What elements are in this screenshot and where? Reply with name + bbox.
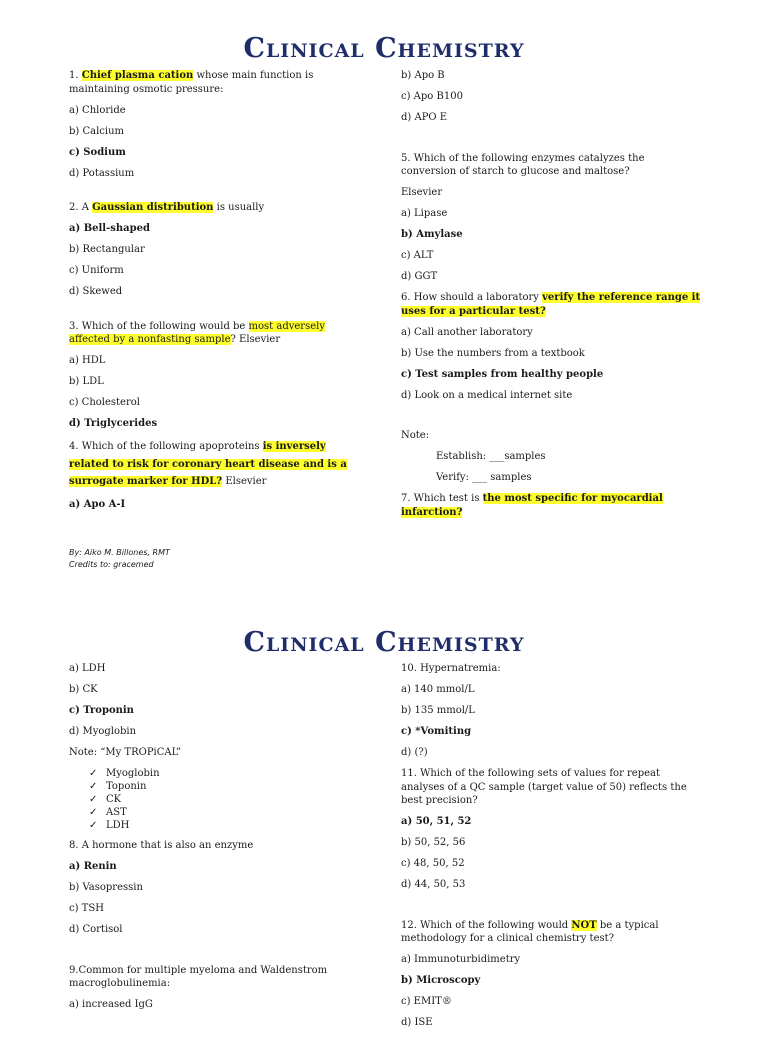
option: a) HDL xyxy=(69,355,106,366)
option: c) Cholesterol xyxy=(69,397,140,408)
question-4: 4. Which of the following apoproteins is inversely related to risk for coronary heart disease and is a surrogate marker for HDL? Elsevier xyxy=(69,441,347,487)
question-5: 5. Which of the following enzymes catalyzes the conversion of starch to glucose and maltose? xyxy=(401,152,645,177)
right-column xyxy=(401,662,701,1037)
option: c) EMIT® xyxy=(401,996,452,1007)
note-line: Verify: ___ samples xyxy=(436,472,532,483)
highlight: verify the reference range it uses for a particular test? xyxy=(401,292,701,317)
correct-option: b) Microscopy xyxy=(401,975,481,986)
left-column xyxy=(69,69,369,571)
question-7: 7. Which test is the most specific for myocardial infarction? xyxy=(401,493,663,518)
option: a) increased IgG xyxy=(69,999,153,1010)
highlight: Chief plasma cation xyxy=(81,70,194,81)
check-icon: ✓ xyxy=(89,820,98,831)
correct-option: a) Renin xyxy=(69,861,117,872)
correct-option: a) Apo A-I xyxy=(69,499,126,510)
checklist-item: ✓ CK xyxy=(89,794,122,805)
question-8: 8. A hormone that is also an enzyme xyxy=(69,840,254,851)
option: b) LDL xyxy=(69,376,104,387)
option: b) Vasopressin xyxy=(69,882,143,893)
note-line: Establish: ___samples xyxy=(436,451,546,462)
correct-option: b) Amylase xyxy=(401,229,463,240)
check-icon: ✓ xyxy=(89,807,98,818)
highlight: NOT xyxy=(571,919,597,931)
option: d) Look on a medical internet site xyxy=(401,389,573,401)
highlight: the most specific for myocardial infarction? xyxy=(401,493,663,518)
page-title: Clinical Chemistry xyxy=(243,627,525,658)
option: c) Apo B100 xyxy=(401,91,463,102)
highlight: is inversely related to risk for coronary heart disease and is a surrogate marker for HDL? xyxy=(69,441,347,487)
checklist-item: ✓ LDH xyxy=(89,820,130,831)
correct-option: c) Sodium xyxy=(69,146,126,158)
option: c) TSH xyxy=(69,903,104,914)
correct-option: c) *Vomiting xyxy=(401,726,472,737)
page-title: Clinical Chemistry xyxy=(243,33,525,64)
option: b) Apo B xyxy=(401,70,445,81)
option: d) Potassium xyxy=(69,167,135,179)
correct-option: d) Triglycerides xyxy=(69,418,158,429)
option: d) APO E xyxy=(401,112,448,123)
question-11: 11. Which of the following sets of values for repeat analyses of a QC sample (target value of 50) reflects the best precision? xyxy=(401,768,687,806)
checklist-item: ✓ AST xyxy=(89,807,127,818)
checklist xyxy=(69,767,369,832)
option: d) Skewed xyxy=(69,286,123,297)
option: a) Lipase xyxy=(401,208,448,219)
option: a) 140 mmol/L xyxy=(401,684,475,695)
option: b) CK xyxy=(69,684,98,695)
left-column xyxy=(69,662,369,1019)
option: a) Immunoturbidimetry xyxy=(401,954,521,965)
question-9: 9.Common for multiple myeloma and Waldenstrom macroglobulinemia: xyxy=(69,964,328,989)
option: c) Uniform xyxy=(69,265,124,276)
question-source: Elsevier xyxy=(401,187,443,198)
correct-option: c) Troponin xyxy=(69,705,134,716)
highlight: most adversely affected by a nonfasting sample xyxy=(69,320,325,345)
option: c) ALT xyxy=(401,250,434,261)
correct-option: a) 50, 51, 52 xyxy=(401,816,472,827)
question-10: 10. Hypernatremia: xyxy=(401,663,501,674)
question-3: 3. Which of the following would be most adversely affected by a nonfasting sample? Elsevier xyxy=(69,320,325,345)
checklist-item: ✓ Myoglobin xyxy=(89,768,160,779)
checklist-item: ✓ Toponin xyxy=(89,781,147,792)
option: a) Chloride xyxy=(69,104,126,116)
check-icon: ✓ xyxy=(89,794,98,805)
option: d) Cortisol xyxy=(69,924,123,935)
option: b) 135 mmol/L xyxy=(401,705,475,716)
option: d) Myoglobin xyxy=(69,726,137,737)
option: d) (?) xyxy=(401,747,428,758)
question-6: 6. How should a laboratory verify the reference range it uses for a particular test? xyxy=(401,292,701,317)
option: a) Call another laboratory xyxy=(401,326,533,338)
option: b) Use the numbers from a textbook xyxy=(401,347,585,359)
option: a) LDH xyxy=(69,663,106,674)
correct-option: a) Bell-shaped xyxy=(69,223,150,234)
option: b) Calcium xyxy=(69,125,125,137)
option: b) 50, 52, 56 xyxy=(401,837,466,848)
source-credit: Credits to: gracemed xyxy=(69,559,154,569)
option: d) ISE xyxy=(401,1017,433,1028)
note-label: Note: xyxy=(401,430,430,441)
check-icon: ✓ xyxy=(89,781,98,792)
document-page-2 xyxy=(0,600,768,1028)
note-label: Note: “My TROPiCAL” xyxy=(69,747,181,758)
right-column xyxy=(401,69,701,527)
question-1: 1. Chief plasma cation whose main function is maintaining osmotic pressure: xyxy=(69,70,314,95)
correct-option: c) Test samples from healthy people xyxy=(401,368,604,380)
option: b) Rectangular xyxy=(69,244,145,255)
question-12: 12. Which of the following would NOT be a typical methodology for a clinical chemistry test? xyxy=(401,919,659,944)
option: d) GGT xyxy=(401,271,438,282)
question-2: 2. A Gaussian distribution is usually xyxy=(69,202,265,213)
check-icon: ✓ xyxy=(89,768,98,779)
option: d) 44, 50, 53 xyxy=(401,879,466,890)
highlight: Gaussian distribution xyxy=(92,202,214,213)
author-credit: By: Aiko M. Billones, RMT xyxy=(69,547,170,557)
option: c) 48, 50, 52 xyxy=(401,858,465,869)
